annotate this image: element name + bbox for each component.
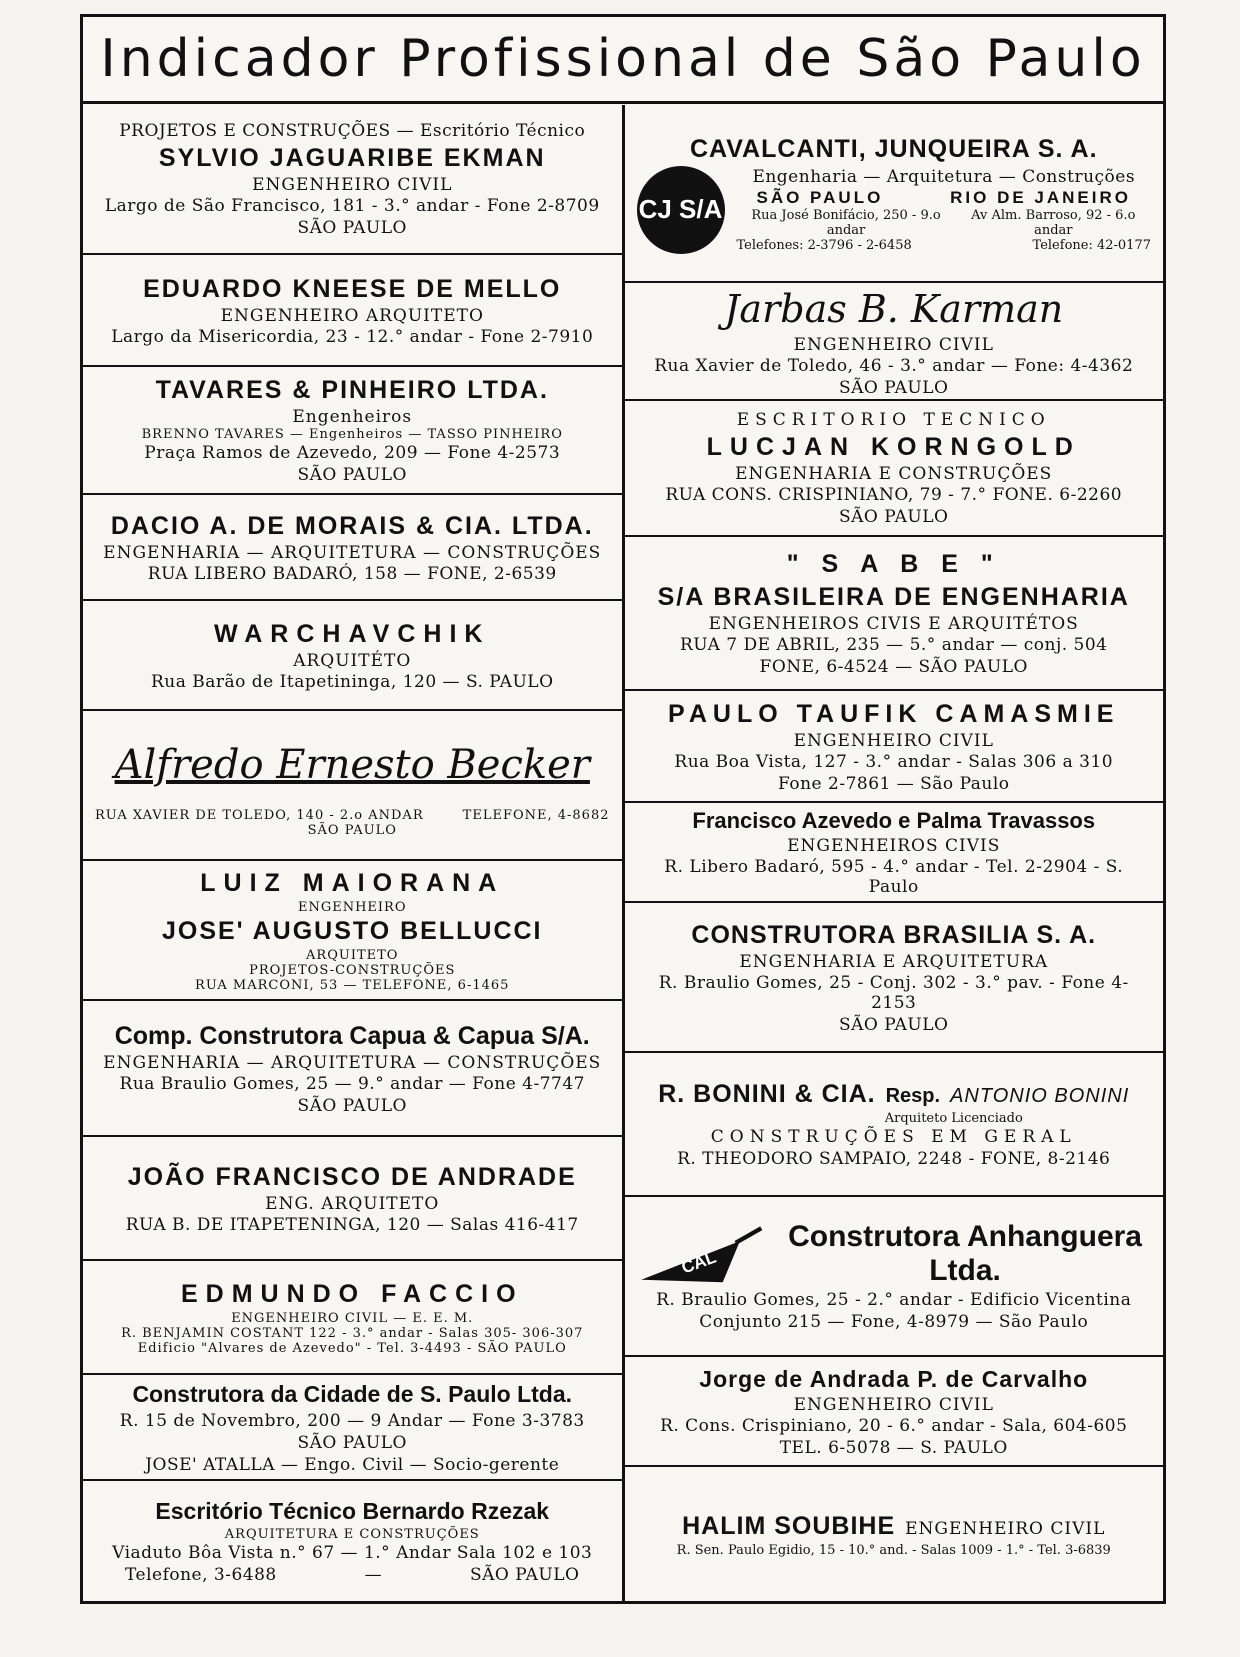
listing-name: TAVARES & PINHEIRO LTDA. — [155, 376, 549, 404]
listing-city: SÃO PAULO — [756, 188, 884, 207]
listing-name: EDUARDO KNEESE DE MELLO — [143, 274, 562, 303]
listing-name: JOÃO FRANCISCO DE ANDRADE — [127, 1162, 577, 1191]
listing-role: ENGENHEIRO CIVIL — [793, 730, 994, 751]
listing-role: ENGENHEIRO — [297, 900, 407, 915]
listing-bonini — [625, 1053, 1164, 1197]
listing-address: R. Cons. Crispiniano, 20 - 6.° andar - Sala, 604-605 — [660, 1415, 1128, 1436]
listing-address: RUA B. DE ITAPETENINGA, 120 — Salas 416-417 — [125, 1214, 579, 1235]
listing-ekman — [83, 105, 622, 255]
listing-role: ENGENHARIA — ARQUITETURA — CONSTRUÇÕES — [103, 1052, 602, 1073]
listing-warchavchik — [83, 601, 622, 711]
listing-phone: TEL. 6-5078 — S. PAULO — [779, 1437, 1008, 1458]
listing-role: Engenheiros — [292, 407, 413, 427]
listing-title: Arquiteto Licenciado — [884, 1111, 1023, 1126]
listing-name: Escritório Técnico Bernardo Rzezak — [155, 1498, 550, 1524]
listing-address: Viaduto Bôa Vista n.° 67 — 1.° Andar Sala 102 e 103 — [112, 1543, 593, 1563]
listing-address: RUA CONS. CRISPINIANO, 79 - 7.° FONE. 6-2260 — [665, 484, 1123, 505]
listing-services: PROJETOS-CONSTRUÇÕES — [249, 963, 456, 978]
listing-sabe — [625, 537, 1164, 691]
listing-role: ENGENHEIROS CIVIS E ARQUITÉTOS — [708, 614, 1079, 634]
listing-city: SÃO PAULO — [307, 823, 397, 838]
listing-korngold — [625, 401, 1164, 537]
listing-role: ENGENHEIRO CIVIL — [793, 335, 994, 355]
listing-name: EDMUNDO FACCIO — [180, 1280, 524, 1308]
listing-name: HALIM SOUBIHE — [682, 1512, 896, 1540]
trowel-logo-text: CAL — [678, 1246, 719, 1278]
listing-address: Rua Boa Vista, 127 - 3.° andar - Salas 306 a 310 — [674, 751, 1114, 772]
listing-dacio — [83, 495, 622, 601]
listing-address: R. THEODORO SAMPAIO, 2248 - FONE, 8-2146 — [677, 1149, 1111, 1169]
listing-address: RUA MARCONI, 53 — TELEFONE, 6-1465 — [195, 978, 510, 993]
listing-manager: JOSE' ATALLA — Engo. Civil — Socio-gerente — [145, 1454, 560, 1475]
listing-city: SÃO PAULO — [839, 378, 949, 398]
listing-name: Francisco Azevedo e Palma Travassos — [692, 808, 1096, 833]
listing-city: SÃO PAULO — [297, 217, 407, 238]
listing-andrade — [83, 1137, 622, 1261]
listing-name: Comp. Construtora Capua & Capua S/A. — [114, 1021, 590, 1050]
listing-city: SÃO PAULO — [297, 1095, 407, 1116]
listing-name: S/A BRASILEIRA DE ENGENHARIA — [657, 583, 1130, 611]
listing-role: ENGENHARIA — ARQUITETURA — CONSTRUÇÕES — [103, 542, 602, 563]
listing-address-second: Edificio "Alvares de Azevedo" - Tel. 3-4493 - SÃO PAULO — [137, 1341, 567, 1356]
listing-mello — [83, 255, 622, 367]
listing-address: R. 15 de Novembro, 200 — 9 Andar — Fone 3-3783 — [119, 1410, 585, 1431]
listing-partners: BRENNO TAVARES — Engenheiros — TASSO PINHEIRO — [141, 427, 563, 442]
signature-becker: Alfredo Ernesto Becker — [114, 742, 590, 788]
listing-role: Engenharia — Arquitetura — Construções — [752, 167, 1136, 187]
listing-address: R. BENJAMIN COSTANT 122 - 3.° andar - Salas 305- 306-307 — [121, 1326, 584, 1341]
listing-address: Rua Barão de Itapetininga, 120 — S. PAULO — [150, 671, 554, 692]
listing-brasilia — [625, 903, 1164, 1053]
listing-role: ENGENHEIROS CIVIS — [787, 836, 1001, 856]
listing-logo-row — [637, 166, 1152, 254]
listing-cavalcanti — [625, 105, 1164, 283]
listing-address: Largo da Misericordia, 23 - 12.° andar - Fone 2-7910 — [111, 326, 594, 347]
listing-address: RUA XAVIER DE TOLEDO, 140 - 2.o ANDAR — [95, 808, 424, 823]
listing-role: CONSTRUÇÕES EM GERAL — [710, 1127, 1077, 1147]
listing-address-second: Av Alm. Barroso, 92 - 6.o andar — [971, 208, 1136, 238]
listing-name: LUCJAN KORNGOLD — [706, 432, 1081, 461]
listing-carvalho — [625, 1357, 1164, 1467]
listing-role: ENGENHEIRO CIVIL — [252, 174, 453, 195]
listing-details — [737, 166, 1152, 253]
listing-name: CONSTRUTORA BRASILIA S. A. — [691, 920, 1097, 949]
listing-address: Rua José Bonifácio, 250 - 9.o andar — [751, 208, 941, 238]
listing-separator: — — [364, 1565, 383, 1585]
listing-city: SÃO PAULO — [839, 1014, 949, 1035]
listing-anhanguera — [625, 1197, 1164, 1357]
listing-phones — [737, 238, 1152, 253]
listing-role: ARQUITÉTO — [293, 650, 412, 671]
listing-address: R. Libero Badaró, 595 - 4.° andar - Tel. 2-2904 - S. Paulo — [664, 857, 1124, 897]
listing-name-second: JOSE' AUGUSTO BELLUCCI — [161, 917, 543, 945]
listing-role: ENGENHEIRO CIVIL — [793, 1394, 994, 1415]
listing-address: Largo de São Francisco, 181 - 3.° andar - Fone 2-8709 — [104, 195, 600, 216]
listing-role-second: ARQUITETO — [306, 948, 399, 963]
listing-tagline: ESCRITORIO TECNICO — [736, 409, 1051, 430]
listing-acronym: " S A B E " — [786, 550, 1001, 578]
listing-name: SYLVIO JAGUARIBE EKMAN — [158, 143, 546, 172]
listing-city: SÃO PAULO — [297, 1432, 407, 1453]
left-column — [83, 105, 625, 1601]
listing-tavares — [83, 367, 622, 495]
listing-address: Rua Braulio Gomes, 25 — 9.° andar — Fone 4-7747 — [119, 1073, 585, 1094]
listing-address: RUA LIBERO BADARÓ, 158 — FONE, 2-6539 — [147, 563, 557, 584]
listing-phone-second: Telefone: 42-0177 — [1032, 238, 1151, 253]
listing-role: ENGENHARIA E ARQUITETURA — [739, 951, 1049, 972]
listing-becker — [83, 711, 622, 861]
listing-capua — [83, 1001, 622, 1137]
listing-role: ENGENHEIRO CIVIL — E. E. M. — [231, 1311, 474, 1326]
listing-rzezak — [83, 1481, 622, 1601]
columns — [83, 105, 1163, 1601]
listing-address: Praça Ramos de Azevedo, 209 — Fone 4-2573 — [144, 443, 561, 463]
listing-name: LUIZ MAIORANA — [200, 869, 505, 897]
directory-page — [80, 14, 1166, 1604]
listing-soubihe — [625, 1467, 1164, 1601]
signature-karman: Jarbas B. Karman — [724, 287, 1064, 331]
listing-city: SÃO PAULO — [470, 1565, 580, 1585]
listing-phone: Telefones: 2-3796 - 2-6458 — [736, 238, 912, 253]
listing-city-second: RIO DE JANEIRO — [950, 188, 1131, 207]
listing-address: R. Braulio Gomes, 25 - Conj. 302 - 3.° pav. - Fone 4-2153 — [658, 972, 1129, 1013]
listing-name: CAVALCANTI, JUNQUEIRA S. A. — [689, 134, 1098, 163]
listing-contact-row — [95, 1565, 610, 1585]
listing-name: Jorge de Andrada P. de Carvalho — [699, 1365, 1089, 1392]
trowel-logo-icon — [637, 1219, 766, 1289]
listing-cities — [737, 188, 1152, 208]
listing-city: SÃO PAULO — [839, 506, 949, 527]
listing-name: Construtora Anhanguera Ltda. — [788, 1220, 1142, 1287]
listing-name: WARCHAVCHIK — [214, 619, 491, 648]
listing-address: R. Braulio Gomes, 25 - 2.° andar - Edificio Vicentina — [656, 1290, 1132, 1310]
listing-name: R. BONINI & CIA. — [658, 1080, 876, 1108]
listing-cidade — [83, 1375, 622, 1481]
cj-logo-icon: CJ S/A — [637, 166, 725, 254]
listing-contact-row — [95, 808, 610, 823]
listing-address: R. Sen. Paulo Egidio, 15 - 10.° and. - Salas 1009 - 1.° - Tel. 3-6839 — [676, 1543, 1111, 1558]
listing-header — [637, 1510, 1152, 1543]
listing-name: PAULO TAUFIK CAMASMIE — [668, 699, 1120, 728]
listing-role: ENG. ARQUITETO — [265, 1193, 440, 1214]
listing-role: ARQUITETURA E CONSTRUÇÕES — [224, 1527, 480, 1542]
listing-resp-name: ANTONIO BONINI — [950, 1085, 1130, 1107]
listing-address: RUA 7 DE ABRIL, 235 — 5.° andar — conj. 504 — [680, 635, 1108, 655]
listing-tagline: PROJETOS E CONSTRUÇÕES — Escritório Técnico — [119, 120, 586, 141]
listing-travassos — [625, 803, 1164, 903]
listing-header — [637, 1078, 1152, 1111]
listing-role: ENGENHEIRO ARQUITETO — [220, 305, 484, 326]
listing-phone: Telefone, 3-6488 — [125, 1565, 277, 1585]
listing-logo-row — [637, 1219, 1152, 1289]
listing-camasmie — [625, 691, 1164, 803]
listing-karman — [625, 283, 1164, 401]
listing-resp-label: Resp. — [885, 1085, 941, 1107]
listing-maiorana — [83, 861, 622, 1001]
listing-addresses — [737, 208, 1152, 238]
right-column — [625, 105, 1164, 1601]
listing-phone: TELEFONE, 4-8682 — [462, 808, 610, 823]
listing-phone: FONE, 6-4524 — SÃO PAULO — [759, 657, 1028, 677]
listing-name: DACIO A. DE MORAIS & CIA. LTDA. — [110, 511, 594, 540]
listing-phone: Conjunto 215 — Fone, 4-8979 — São Paulo — [699, 1312, 1089, 1332]
listing-address: Rua Xavier de Toledo, 46 - 3.° andar — Fone: 4-4362 — [654, 356, 1134, 376]
listing-role: ENGENHEIRO CIVIL — [905, 1519, 1106, 1539]
listing-role: ENGENHARIA E CONSTRUÇÕES — [735, 463, 1053, 484]
listing-city: SÃO PAULO — [297, 465, 407, 485]
page-title: Indicador Profissional de São Paulo — [83, 17, 1163, 104]
listing-name: Construtora da Cidade de S. Paulo Ltda. — [132, 1380, 573, 1407]
listing-phone: Fone 2-7861 — São Paulo — [778, 773, 1010, 794]
listing-faccio — [83, 1261, 622, 1375]
